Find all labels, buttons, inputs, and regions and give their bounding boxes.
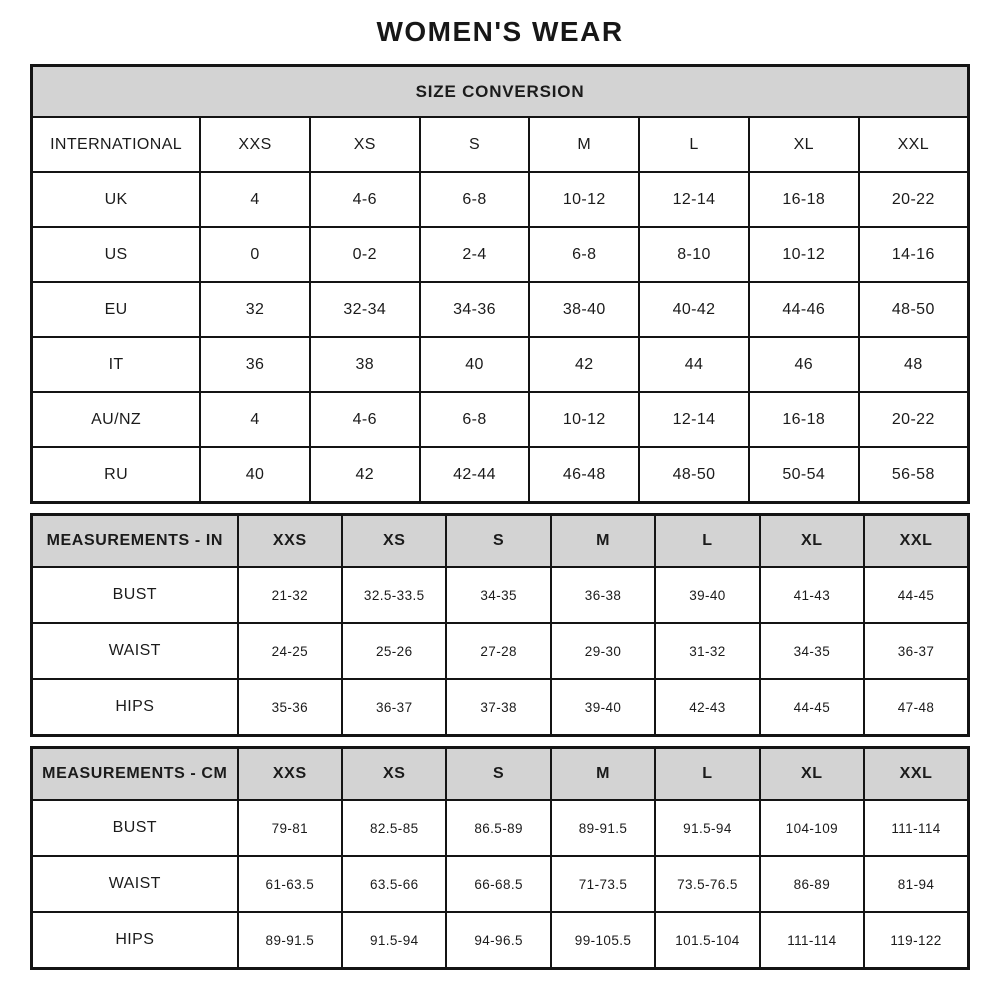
- column-header-row: [32, 748, 969, 801]
- measurements-in-body: [32, 515, 969, 736]
- column-header: S: [446, 515, 550, 568]
- column-header: INTERNATIONAL: [32, 117, 201, 172]
- table-cell: 48: [859, 337, 969, 392]
- table-cell: 42: [529, 337, 639, 392]
- table-cell: 6-8: [420, 172, 530, 227]
- column-header: XS: [342, 748, 446, 801]
- table-cell: 38: [310, 337, 420, 392]
- column-header-row: [32, 117, 969, 172]
- table-cell: 20-22: [859, 172, 969, 227]
- table-cell: 10-12: [749, 227, 859, 282]
- table-cell: 56-58: [859, 447, 969, 503]
- table-cell: 81-94: [864, 856, 968, 912]
- table-cell: 27-28: [446, 623, 550, 679]
- table-row: [32, 392, 969, 447]
- table-cell: 91.5-94: [342, 912, 446, 969]
- table-cell: 86-89: [760, 856, 864, 912]
- table-cell: 16-18: [749, 172, 859, 227]
- row-label: WAIST: [32, 623, 238, 679]
- table-cell: 38-40: [529, 282, 639, 337]
- column-header: S: [446, 748, 550, 801]
- table-cell: 36-37: [864, 623, 968, 679]
- table-cell: 94-96.5: [446, 912, 550, 969]
- table-cell: 32: [200, 282, 310, 337]
- column-header: L: [655, 515, 759, 568]
- row-label: EU: [32, 282, 201, 337]
- table-cell: 4: [200, 172, 310, 227]
- table-cell: 4-6: [310, 392, 420, 447]
- table-cell: 8-10: [639, 227, 749, 282]
- band-row: [32, 66, 969, 118]
- table-cell: 2-4: [420, 227, 530, 282]
- table-cell: 21-32: [238, 567, 342, 623]
- table-cell: 29-30: [551, 623, 655, 679]
- column-header: XS: [310, 117, 420, 172]
- table-cell: 40: [200, 447, 310, 503]
- row-label: US: [32, 227, 201, 282]
- table-cell: 44: [639, 337, 749, 392]
- table-cell: 111-114: [864, 800, 968, 856]
- table-cell: 99-105.5: [551, 912, 655, 969]
- table-row: [32, 679, 969, 736]
- table-cell: 40: [420, 337, 530, 392]
- column-header: M: [551, 748, 655, 801]
- table-row: [32, 800, 969, 856]
- table-cell: 42-43: [655, 679, 759, 736]
- row-label: RU: [32, 447, 201, 503]
- table-row: [32, 567, 969, 623]
- table-cell: 47-48: [864, 679, 968, 736]
- table-cell: 82.5-85: [342, 800, 446, 856]
- table-cell: 12-14: [639, 392, 749, 447]
- table-row: [32, 447, 969, 503]
- table-cell: 6-8: [529, 227, 639, 282]
- table-cell: 89-91.5: [551, 800, 655, 856]
- table-cell: 79-81: [238, 800, 342, 856]
- table-cell: 32-34: [310, 282, 420, 337]
- row-label: BUST: [32, 567, 238, 623]
- table-cell: 34-35: [760, 623, 864, 679]
- row-label: BUST: [32, 800, 238, 856]
- table-cell: 32.5-33.5: [342, 567, 446, 623]
- table-cell: 44-46: [749, 282, 859, 337]
- table-cell: 48-50: [639, 447, 749, 503]
- table-cell: 4-6: [310, 172, 420, 227]
- table-cell: 39-40: [551, 679, 655, 736]
- table-cell: 36-37: [342, 679, 446, 736]
- column-header: XXL: [859, 117, 969, 172]
- table-cell: 91.5-94: [655, 800, 759, 856]
- table-cell: 50-54: [749, 447, 859, 503]
- row-label: HIPS: [32, 912, 238, 969]
- table-cell: 42-44: [420, 447, 530, 503]
- table-cell: 34-35: [446, 567, 550, 623]
- table-header: MEASUREMENTS - CM: [32, 748, 238, 801]
- table-cell: 31-32: [655, 623, 759, 679]
- table-row: [32, 912, 969, 969]
- table-cell: 89-91.5: [238, 912, 342, 969]
- measurements-in-table: [30, 513, 970, 737]
- table-cell: 42: [310, 447, 420, 503]
- column-header: XL: [760, 515, 864, 568]
- table-cell: 73.5-76.5: [655, 856, 759, 912]
- band-title: SIZE CONVERSION: [32, 66, 969, 118]
- table-cell: 40-42: [639, 282, 749, 337]
- table-cell: 36: [200, 337, 310, 392]
- table-cell: 6-8: [420, 392, 530, 447]
- table-cell: 16-18: [749, 392, 859, 447]
- column-header: S: [420, 117, 530, 172]
- column-header: M: [551, 515, 655, 568]
- table-cell: 0-2: [310, 227, 420, 282]
- column-header: M: [529, 117, 639, 172]
- column-header: XXS: [200, 117, 310, 172]
- table-cell: 104-109: [760, 800, 864, 856]
- table-cell: 36-38: [551, 567, 655, 623]
- page-title: WOMEN'S WEAR: [376, 16, 624, 47]
- column-header: XXL: [864, 515, 968, 568]
- table-cell: 35-36: [238, 679, 342, 736]
- table-row: [32, 856, 969, 912]
- table-cell: 86.5-89: [446, 800, 550, 856]
- table-cell: 48-50: [859, 282, 969, 337]
- table-cell: 41-43: [760, 567, 864, 623]
- table-row: [32, 172, 969, 227]
- table-cell: 61-63.5: [238, 856, 342, 912]
- table-cell: 44-45: [760, 679, 864, 736]
- row-label: UK: [32, 172, 201, 227]
- table-cell: 12-14: [639, 172, 749, 227]
- measurements-cm-body: [32, 748, 969, 969]
- table-cell: 0: [200, 227, 310, 282]
- table-cell: 4: [200, 392, 310, 447]
- table-cell: 10-12: [529, 392, 639, 447]
- table-row: [32, 227, 969, 282]
- column-header: L: [639, 117, 749, 172]
- table-cell: 14-16: [859, 227, 969, 282]
- column-header: L: [655, 748, 759, 801]
- table-header: MEASUREMENTS - IN: [32, 515, 238, 568]
- table-cell: 119-122: [864, 912, 968, 969]
- size-conversion-table: [30, 64, 970, 504]
- table-cell: 63.5-66: [342, 856, 446, 912]
- size-conversion-body: [32, 66, 969, 503]
- row-label: AU/NZ: [32, 392, 201, 447]
- table-cell: 66-68.5: [446, 856, 550, 912]
- table-cell: 71-73.5: [551, 856, 655, 912]
- row-label: HIPS: [32, 679, 238, 736]
- table-cell: 34-36: [420, 282, 530, 337]
- table-row: [32, 337, 969, 392]
- column-header-row: [32, 515, 969, 568]
- column-header: XS: [342, 515, 446, 568]
- table-cell: 101.5-104: [655, 912, 759, 969]
- row-label: IT: [32, 337, 201, 392]
- table-cell: 20-22: [859, 392, 969, 447]
- table-cell: 39-40: [655, 567, 759, 623]
- table-cell: 37-38: [446, 679, 550, 736]
- table-cell: 46: [749, 337, 859, 392]
- table-row: [32, 623, 969, 679]
- row-label: WAIST: [32, 856, 238, 912]
- table-cell: 25-26: [342, 623, 446, 679]
- table-row: [32, 282, 969, 337]
- table-cell: 10-12: [529, 172, 639, 227]
- table-cell: 44-45: [864, 567, 968, 623]
- column-header: XL: [749, 117, 859, 172]
- table-cell: 24-25: [238, 623, 342, 679]
- size-chart-page: [30, 0, 970, 970]
- column-header: XXL: [864, 748, 968, 801]
- table-cell: 111-114: [760, 912, 864, 969]
- column-header: XXS: [238, 748, 342, 801]
- table-cell: 46-48: [529, 447, 639, 503]
- measurements-cm-table: [30, 746, 970, 970]
- column-header: XXS: [238, 515, 342, 568]
- column-header: XL: [760, 748, 864, 801]
